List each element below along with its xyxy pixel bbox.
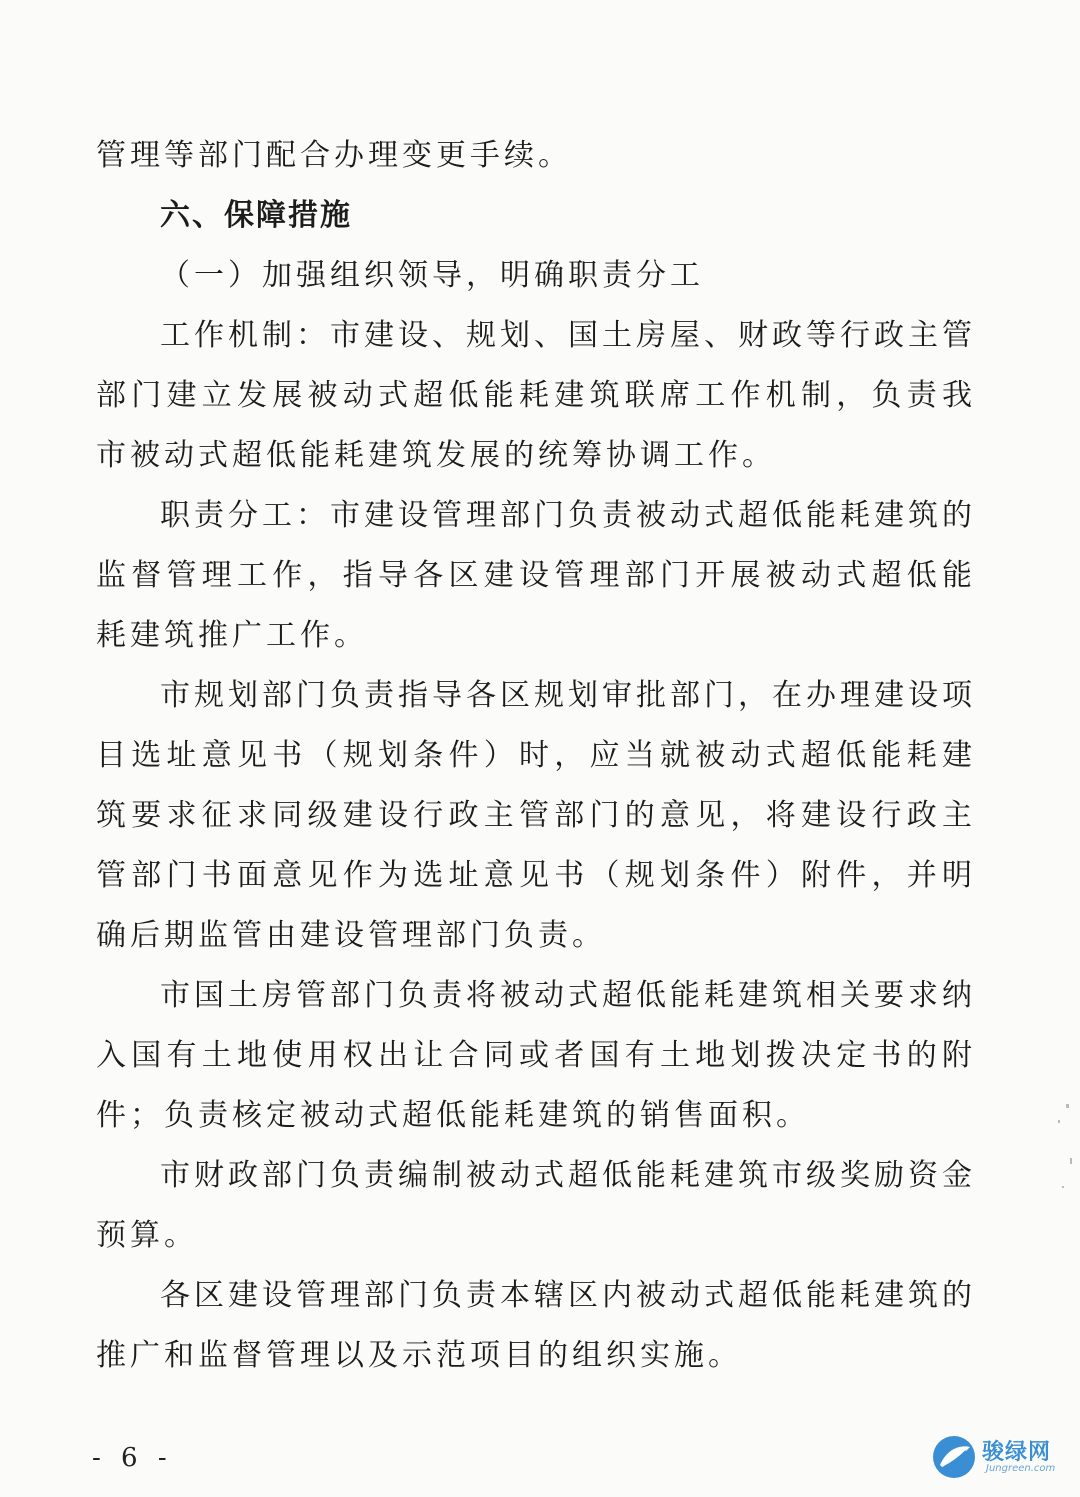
scan-speck bbox=[1062, 1186, 1064, 1188]
paragraph-work-mechanism: 工作机制：市建设、规划、国土房屋、财政等行政主管部门建立发展被动式超低能耗建筑联席工作机制，负责我市被动式超低能耗建筑发展的统筹协调工作。 bbox=[96, 318, 976, 473]
paragraph-land-dept: 市国土房管部门负责将被动式超低能耗建筑相关要求纳入国有土地使用权出让合同或者国有土地划拨决定书的附件；负责核定被动式超低能耗建筑的销售面积。 bbox=[96, 978, 976, 1133]
page-number: - 6 - bbox=[92, 1443, 173, 1473]
leaf-logo-icon bbox=[930, 1433, 978, 1481]
paragraph-finance-dept: 市财政部门负责编制被动式超低能耗建筑市级奖励资金预算。 bbox=[96, 1158, 976, 1253]
paragraph-continuation: 管理等部门配合办理变更手续。 bbox=[96, 138, 572, 173]
watermark-title: 骏绿网 bbox=[982, 1440, 1052, 1465]
paragraph-planning-dept: 市规划部门负责指导各区规划审批部门，在办理建设项目选址意见书（规划条件）时，应当就被动式超低能耗建筑要求征求同级建设行政主管部门的意见，将建设行政主管部门书面意见作为选址意见书（规划条件）附件，并明确后期监管由建设管理部门负责。 bbox=[96, 678, 976, 953]
watermark-url: Jungreen.com bbox=[986, 1463, 1056, 1474]
scan-speck bbox=[1066, 1104, 1069, 1108]
paragraph-district-dept: 各区建设管理部门负责本辖区内被动式超低能耗建筑的推广和监督管理以及示范项目的组织实施。 bbox=[96, 1278, 976, 1373]
document-body bbox=[96, 126, 976, 1386]
subsection-heading: （一）加强组织领导，明确职责分工 bbox=[160, 258, 704, 293]
scan-speck bbox=[1058, 1120, 1060, 1123]
paragraph-responsibilities: 职责分工：市建设管理部门负责被动式超低能耗建筑的监督管理工作，指导各区建设管理部门开展被动式超低能耗建筑推广工作。 bbox=[96, 498, 976, 653]
scan-speck bbox=[1070, 1158, 1072, 1164]
watermark-logo bbox=[930, 1433, 1070, 1483]
section-heading: 六、保障措施 bbox=[160, 198, 352, 233]
